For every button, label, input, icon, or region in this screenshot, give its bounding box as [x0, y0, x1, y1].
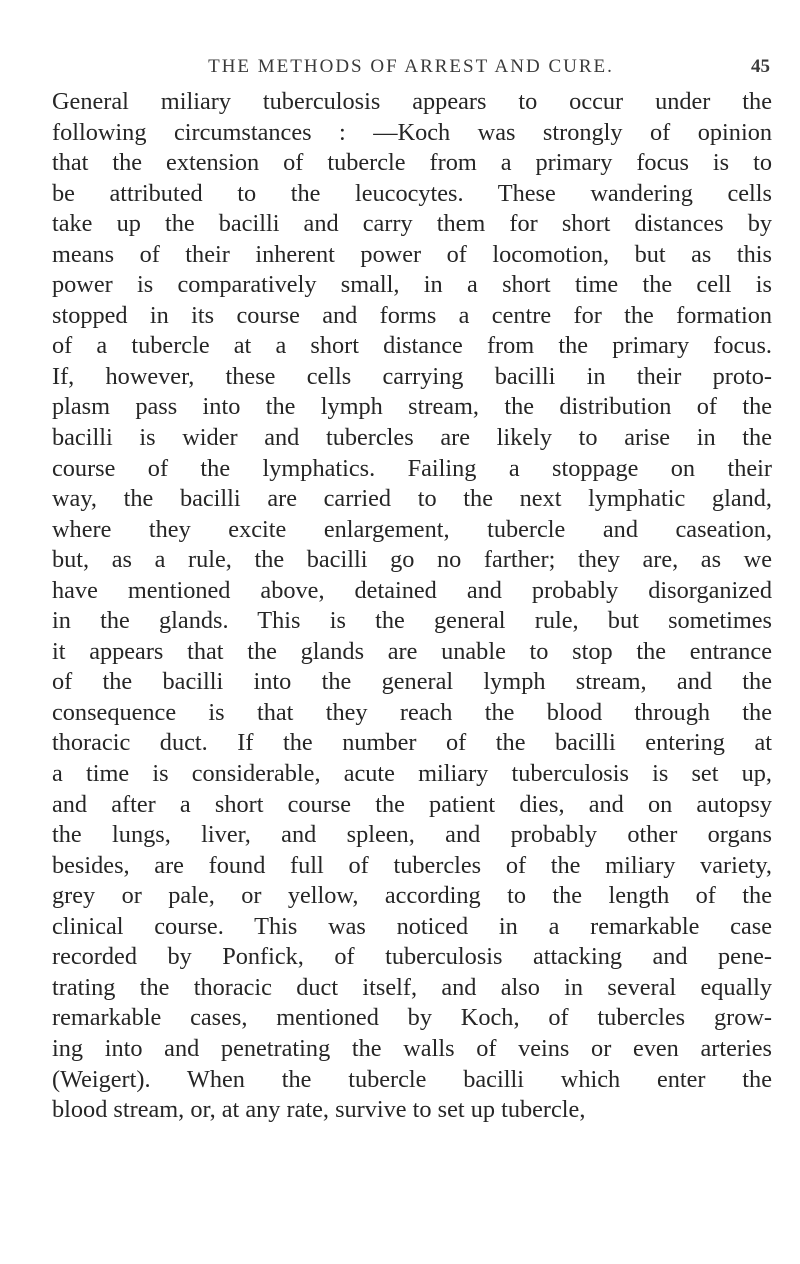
- text-line: of a tubercle at a short distance from the primary focus.: [52, 332, 772, 360]
- text-line: a time is considerable, acute miliary tuberculosis is set up,: [52, 760, 772, 788]
- text-line: thoracic duct. If the number of the bacilli entering at: [52, 729, 772, 757]
- page-number: 45: [751, 56, 770, 77]
- text-line: means of their inherent power of locomotion, but as this: [52, 240, 772, 268]
- text-line: ing into and penetrating the walls of veins or even arteries: [52, 1034, 772, 1062]
- text-line: besides, are found full of tubercles of the miliary variety,: [52, 851, 772, 879]
- text-line: take up the bacilli and carry them for short distances by: [52, 210, 772, 238]
- text-line: remarkable cases, mentioned by Koch, of tubercles grow-: [52, 1004, 772, 1032]
- text-line: that the extension of tubercle from a primary focus is to: [52, 149, 772, 177]
- text-line: trating the thoracic duct itself, and also in several equally: [52, 973, 772, 1001]
- text-line: General miliary tuberculosis appears to occur under the: [52, 88, 772, 115]
- text-line: power is comparatively small, in a short time the cell is: [52, 271, 772, 299]
- text-line: the lungs, liver, and spleen, and probably other organs: [52, 821, 772, 849]
- text-line: plasm pass into the lymph stream, the distribution of the: [52, 393, 772, 421]
- text-line: but, as a rule, the bacilli go no farther; they are, as we: [52, 546, 772, 574]
- body-paragraph: [52, 87, 772, 1126]
- text-line: If, however, these cells carrying bacilli in their proto-: [52, 362, 772, 390]
- text-line: clinical course. This was noticed in a remarkable case: [52, 912, 772, 940]
- text-line: of the bacilli into the general lymph stream, and the: [52, 668, 772, 696]
- text-line: in the glands. This is the general rule, but sometimes: [52, 607, 772, 635]
- text-line: it appears that the glands are unable to stop the entrance: [52, 637, 772, 665]
- text-line: blood stream, or, at any rate, survive to set up tubercle,: [52, 1096, 586, 1124]
- text-line: following circumstances : —Koch was strongly of opinion: [52, 118, 772, 146]
- chapter-title: THE METHODS OF ARREST AND CURE.: [208, 56, 614, 77]
- text-line: consequence is that they reach the blood through the: [52, 698, 772, 726]
- text-line: course of the lymphatics. Failing a stoppage on their: [52, 454, 772, 482]
- text-line: stopped in its course and forms a centre for the formation: [52, 301, 772, 329]
- text-line: (Weigert). When the tubercle bacilli which enter the: [52, 1065, 772, 1093]
- text-line: and after a short course the patient dies, and on autopsy: [52, 790, 772, 818]
- text-line: recorded by Ponfick, of tuberculosis attacking and pene-: [52, 943, 772, 971]
- text-line: grey or pale, or yellow, according to the length of the: [52, 882, 772, 910]
- text-line: way, the bacilli are carried to the next lymphatic gland,: [52, 485, 772, 513]
- running-header: [52, 56, 770, 84]
- text-line: have mentioned above, detained and probably disorganized: [52, 576, 772, 604]
- text-line: be attributed to the leucocytes. These wandering cells: [52, 179, 772, 207]
- text-line: where they excite enlargement, tubercle and caseation,: [52, 515, 772, 543]
- text-line: bacilli is wider and tubercles are likely to arise in the: [52, 424, 772, 452]
